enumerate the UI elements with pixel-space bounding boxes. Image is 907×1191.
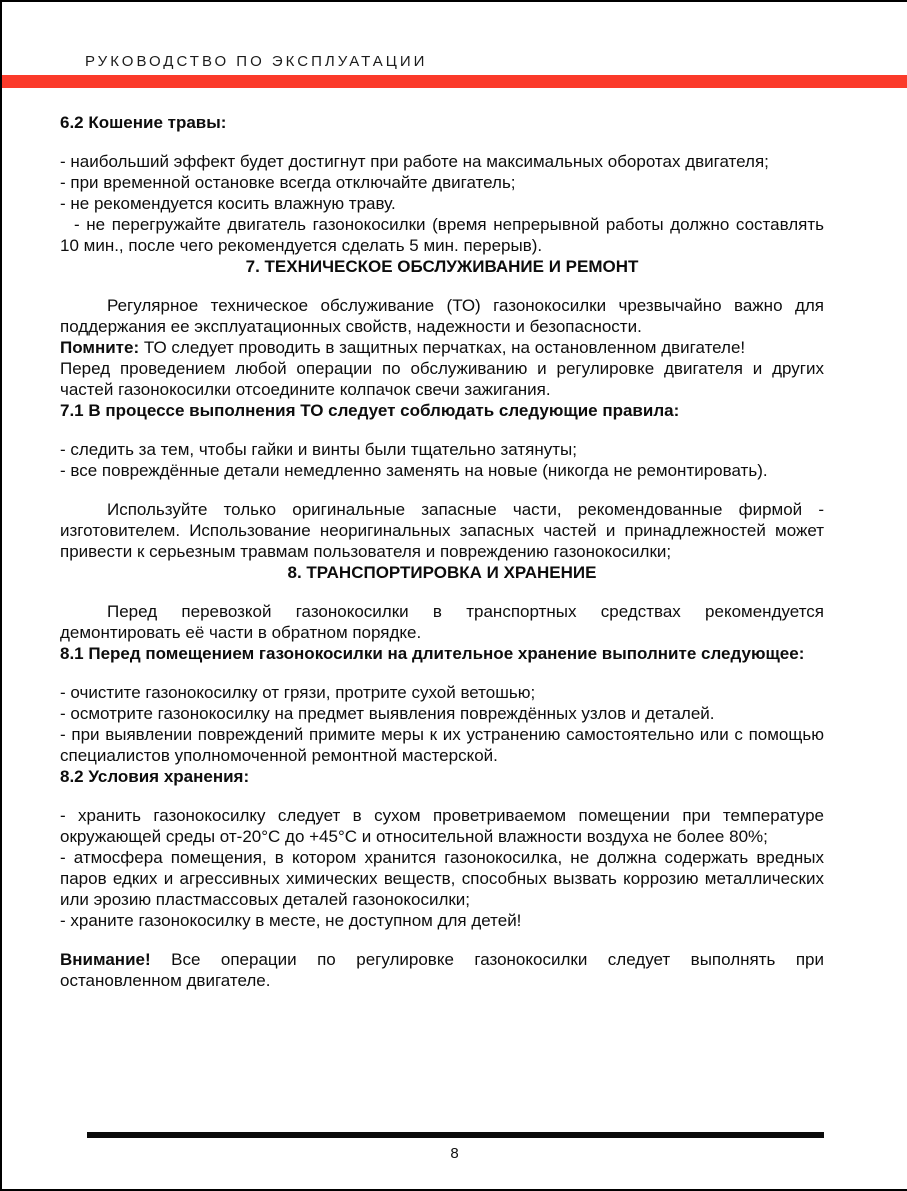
page-number: 8 xyxy=(450,1145,459,1162)
paragraph xyxy=(60,337,824,358)
list-item: - осмотрите газонокосилку на предмет выявления повреждённых узлов и деталей. xyxy=(60,704,715,723)
remember-label: Помните: xyxy=(60,338,140,357)
paragraph: Перед проведением любой операции по обслуживанию и регулировке двигателя и других частей газонокосилки отсоедините колпачок свечи зажигания. xyxy=(60,359,824,399)
list-item: - при временной остановке всегда отключайте двигатель; xyxy=(60,173,516,192)
header-title: РУКОВОДСТВО ПО ЭКСПЛУАТАЦИИ xyxy=(85,53,428,70)
maintenance-rules-list xyxy=(60,439,824,481)
header-accent-bar xyxy=(2,75,907,88)
list-item: - следить за тем, чтобы гайки и винты были тщательно затянуты; xyxy=(60,440,577,459)
remember-text: ТО следует проводить в защитных перчатках, на остановленном двигателе! xyxy=(139,338,746,357)
footer-rule xyxy=(87,1132,824,1138)
list-item: - атмосфера помещения, в котором хранится газонокосилка, не должна содержать вредных паров едких и агрессивных химических веществ, способных вызвать коррозию металлических или эрозию пластмассовых деталей газонокосилки; xyxy=(60,848,824,909)
section-heading-7-1: 7.1 В процессе выполнения ТО следует соблюдать следующие правила: xyxy=(60,401,680,420)
list-item: - при выявлении повреждений примите меры к их устранению самостоятельно или с помощью специалистов уполномоченной ремонтной мастерской. xyxy=(60,725,824,765)
list-item: - хранить газонокосилку следует в сухом проветриваемом помещении при температуре окружающей среды от-20°С до +45°С и относительной влажности воздуха не более 80%; xyxy=(60,806,824,846)
paragraph xyxy=(60,949,824,991)
section-heading-6-2: 6.2 Кошение травы: xyxy=(60,113,227,132)
section-heading-7: 7. ТЕХНИЧЕСКОЕ ОБСЛУЖИВАНИЕ И РЕМОНТ xyxy=(245,257,639,276)
paragraph: Перед перевозкой газонокосилки в транспортных средствах рекомендуется демонтировать её части в обратном порядке. xyxy=(60,602,824,642)
storage-prep-list xyxy=(60,682,824,766)
list-item: - наибольший эффект будет достигнут при работе на максимальных оборотах двигателя; xyxy=(60,152,769,171)
section-heading-8-1: 8.1 Перед помещением газонокосилки на длительное хранение выполните следующее: xyxy=(60,644,805,663)
list-item: - не перегружайте двигатель газонокосилки (время непрерывной работы должно составлять 10 мин., после чего рекомендуется сделать 5 мин. перерыв). xyxy=(60,215,824,255)
attention-label: Внимание! xyxy=(60,950,151,969)
paragraph: Регулярное техническое обслуживание (ТО) газонокосилки чрезвычайно важно для поддержания ее эксплуатационных свойств, надежности и безопасности. xyxy=(60,296,824,336)
mowing-rules-list xyxy=(60,151,824,256)
list-item: - не рекомендуется косить влажную траву. xyxy=(60,194,396,213)
section-heading-8: 8. ТРАНСПОРТИРОВКА И ХРАНЕНИЕ xyxy=(287,563,597,582)
transport-paragraph xyxy=(60,601,824,643)
paragraph: Используйте только оригинальные запасные части, рекомендованные фирмой - изготовителем. Использование неоригинальных запасных частей и принадлежностей может привести к серьезным травмам пользователя и повреждению газонокосилки; xyxy=(60,500,824,561)
list-item: - храните газонокосилку в месте, не доступном для детей! xyxy=(60,911,522,930)
list-item: - очистите газонокосилку от грязи, протрите сухой ветошью; xyxy=(60,683,536,702)
attention-text: Все операции по регулировке газонокосилки следует выполнять при остановленном двигателе. xyxy=(60,950,824,990)
storage-conditions-list xyxy=(60,805,824,931)
section-heading-8-2: 8.2 Условия хранения: xyxy=(60,767,250,786)
spare-parts-paragraph xyxy=(60,499,824,562)
maintenance-paragraph xyxy=(60,295,824,400)
page-header xyxy=(2,53,907,88)
list-item: - все повреждённые детали немедленно заменять на новые (никогда не ремонтировать). xyxy=(60,461,768,480)
document-body xyxy=(2,112,907,991)
attention-note xyxy=(60,949,824,991)
